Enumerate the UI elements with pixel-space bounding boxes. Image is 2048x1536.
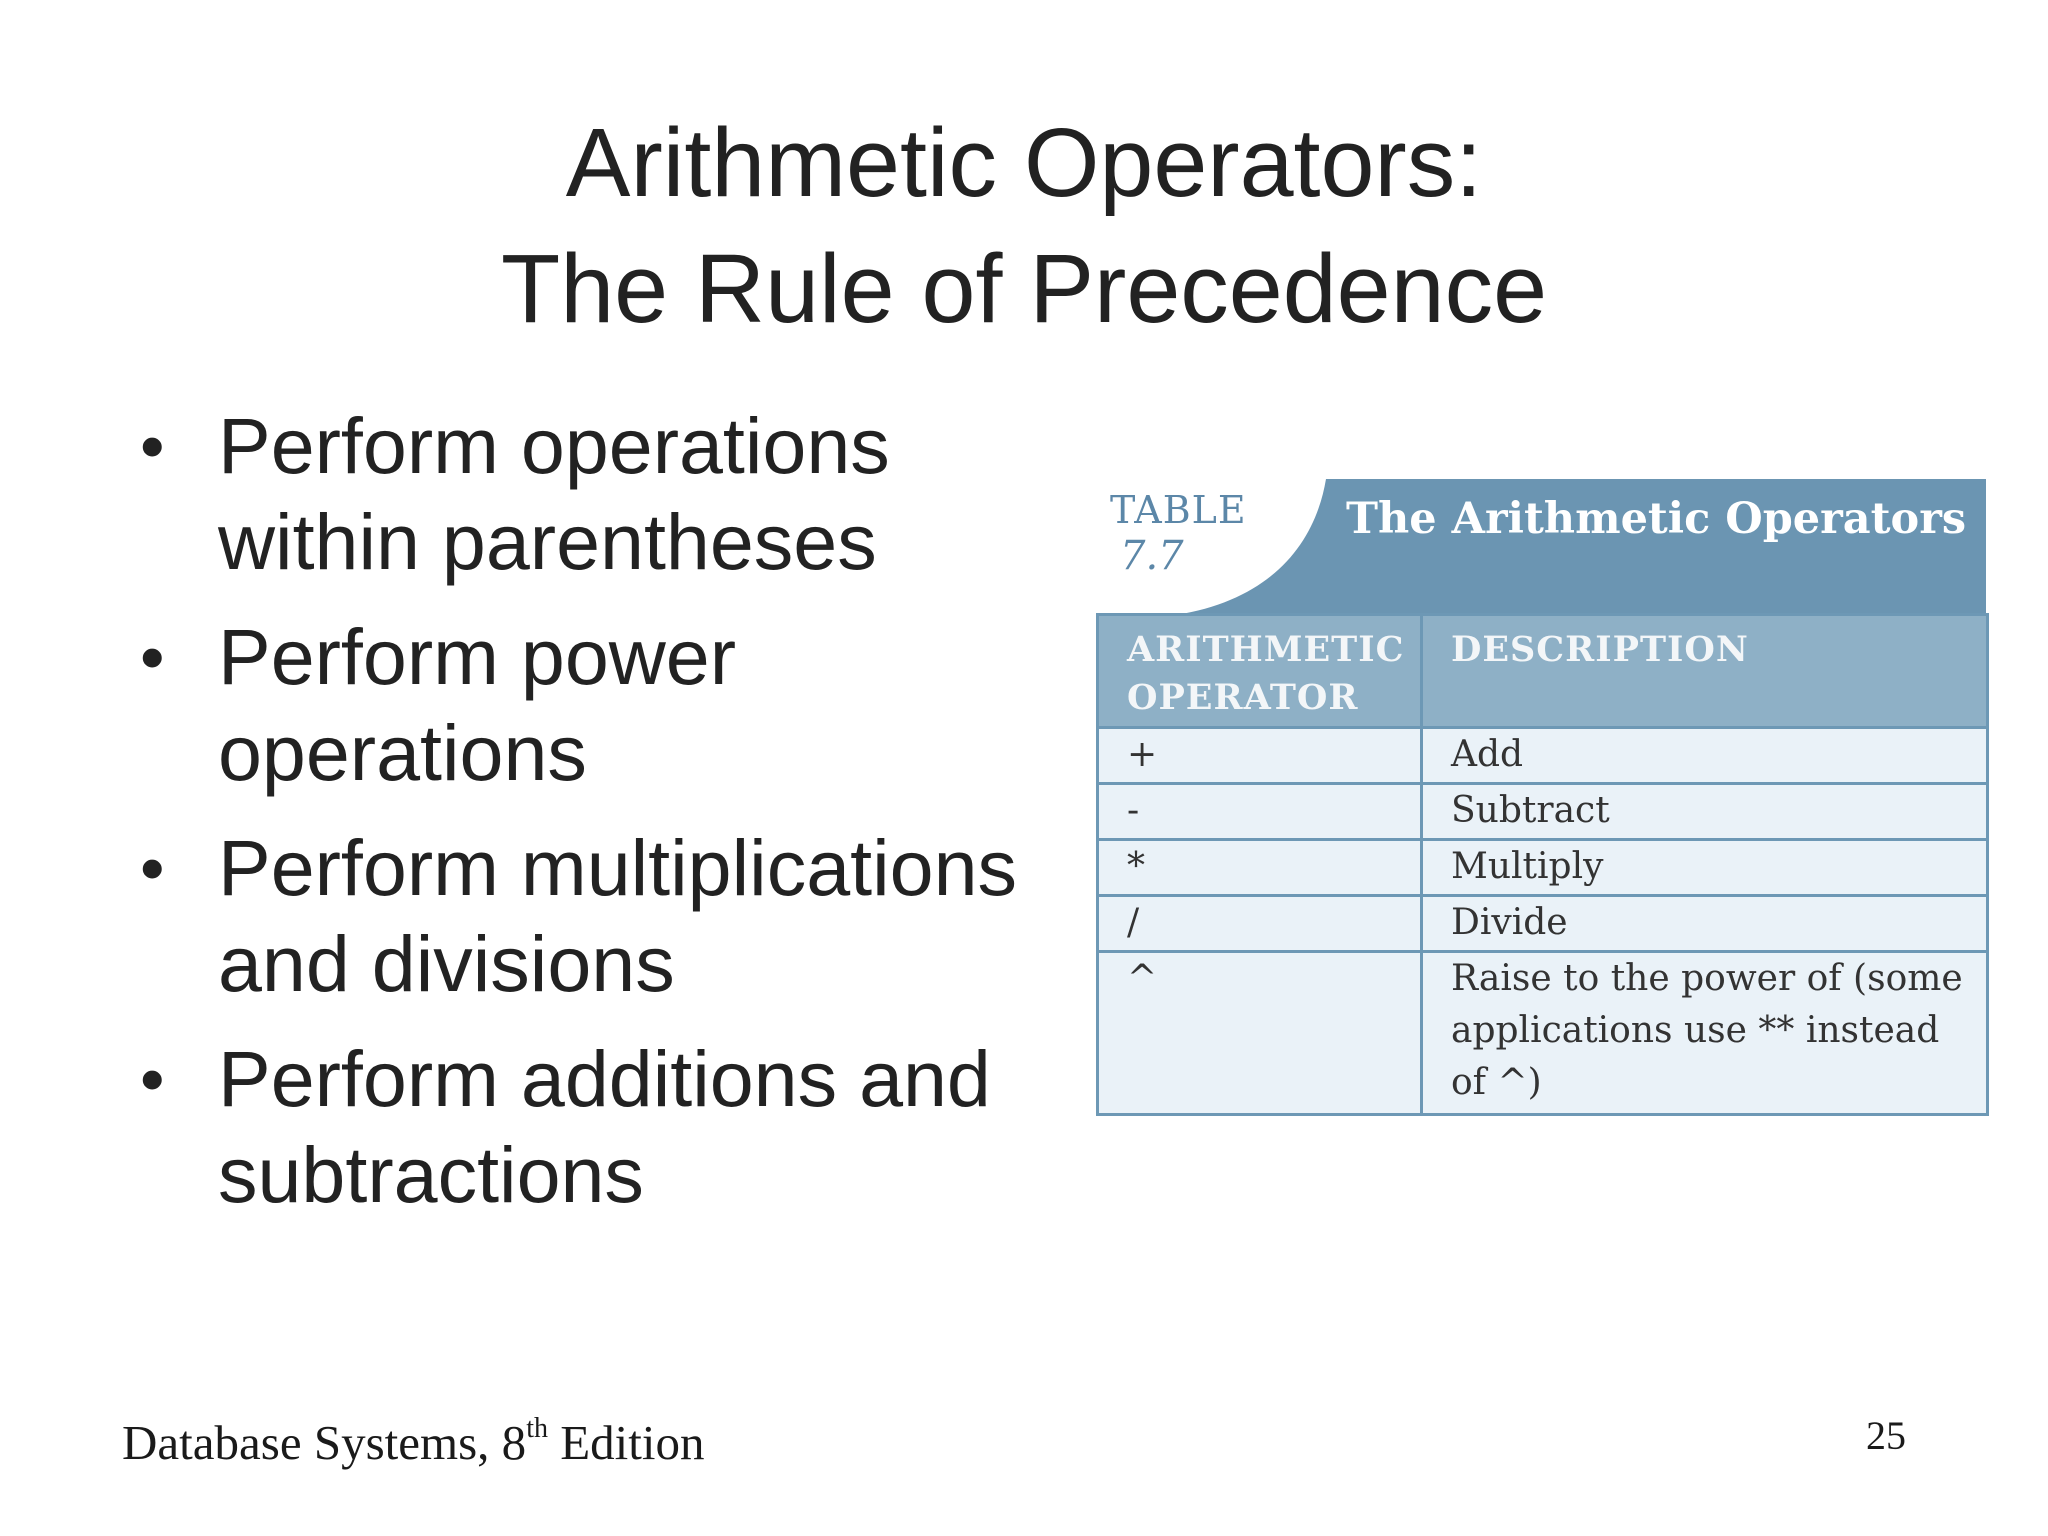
- operators-table: [1096, 613, 1989, 1116]
- title-line-2: The Rule of Precedence: [500, 234, 1548, 343]
- footer-book: Database Systems, 8: [122, 1415, 527, 1470]
- bullet-text: Perform operations within parentheses: [218, 401, 890, 586]
- table-row: [1098, 952, 1988, 1115]
- table-label: TABLE: [1110, 488, 1247, 532]
- bullet-dot-icon: •: [140, 829, 165, 907]
- operator-cell: *: [1098, 840, 1422, 896]
- description-cell: Multiply: [1422, 840, 1988, 896]
- bullet-text: Perform multiplications and divisions: [218, 823, 1018, 1008]
- table-title: The Arithmetic Operators: [1346, 494, 1967, 544]
- table-row: [1098, 784, 1988, 840]
- bullet-item: [140, 609, 1060, 801]
- table-banner: [1096, 479, 1986, 615]
- bullet-dot-icon: •: [140, 618, 165, 696]
- operator-cell: ^: [1098, 952, 1422, 1115]
- operator-cell: -: [1098, 784, 1422, 840]
- column-header-operator: ARITHMETIC OPERATOR: [1098, 615, 1422, 728]
- footer-edition: Edition: [547, 1415, 705, 1470]
- footer-superscript: th: [526, 1413, 548, 1444]
- bullet-dot-icon: •: [140, 1040, 165, 1118]
- bullet-item: [140, 820, 1060, 1012]
- table-row: [1098, 728, 1988, 784]
- page-number: 25: [1866, 1413, 1906, 1458]
- operator-cell: +: [1098, 728, 1422, 784]
- bullet-list: [140, 398, 1060, 1242]
- description-cell: Raise to the power of (some applications use ** instead of ^): [1422, 952, 1988, 1115]
- description-cell: Divide: [1422, 896, 1988, 952]
- bullet-text: Perform additions and subtractions: [218, 1034, 991, 1219]
- bullet-text: Perform power operations: [218, 612, 737, 797]
- bullet-dot-icon: •: [140, 407, 165, 485]
- bullet-item: [140, 1031, 1060, 1223]
- operator-cell: /: [1098, 896, 1422, 952]
- footer-book-title: [122, 1414, 705, 1471]
- table-row: [1098, 840, 1988, 896]
- table-row: [1098, 896, 1988, 952]
- bullet-item: [140, 398, 1060, 590]
- arithmetic-operators-table-figure: [1096, 479, 1986, 1110]
- description-cell: Add: [1422, 728, 1988, 784]
- table-header-row: [1098, 615, 1988, 728]
- slide-title: [0, 100, 2048, 352]
- table-number: 7.7: [1120, 533, 1184, 579]
- description-cell: Subtract: [1422, 784, 1988, 840]
- column-header-description: DESCRIPTION: [1422, 615, 1988, 728]
- title-line-1: Arithmetic Operators:: [565, 108, 1483, 217]
